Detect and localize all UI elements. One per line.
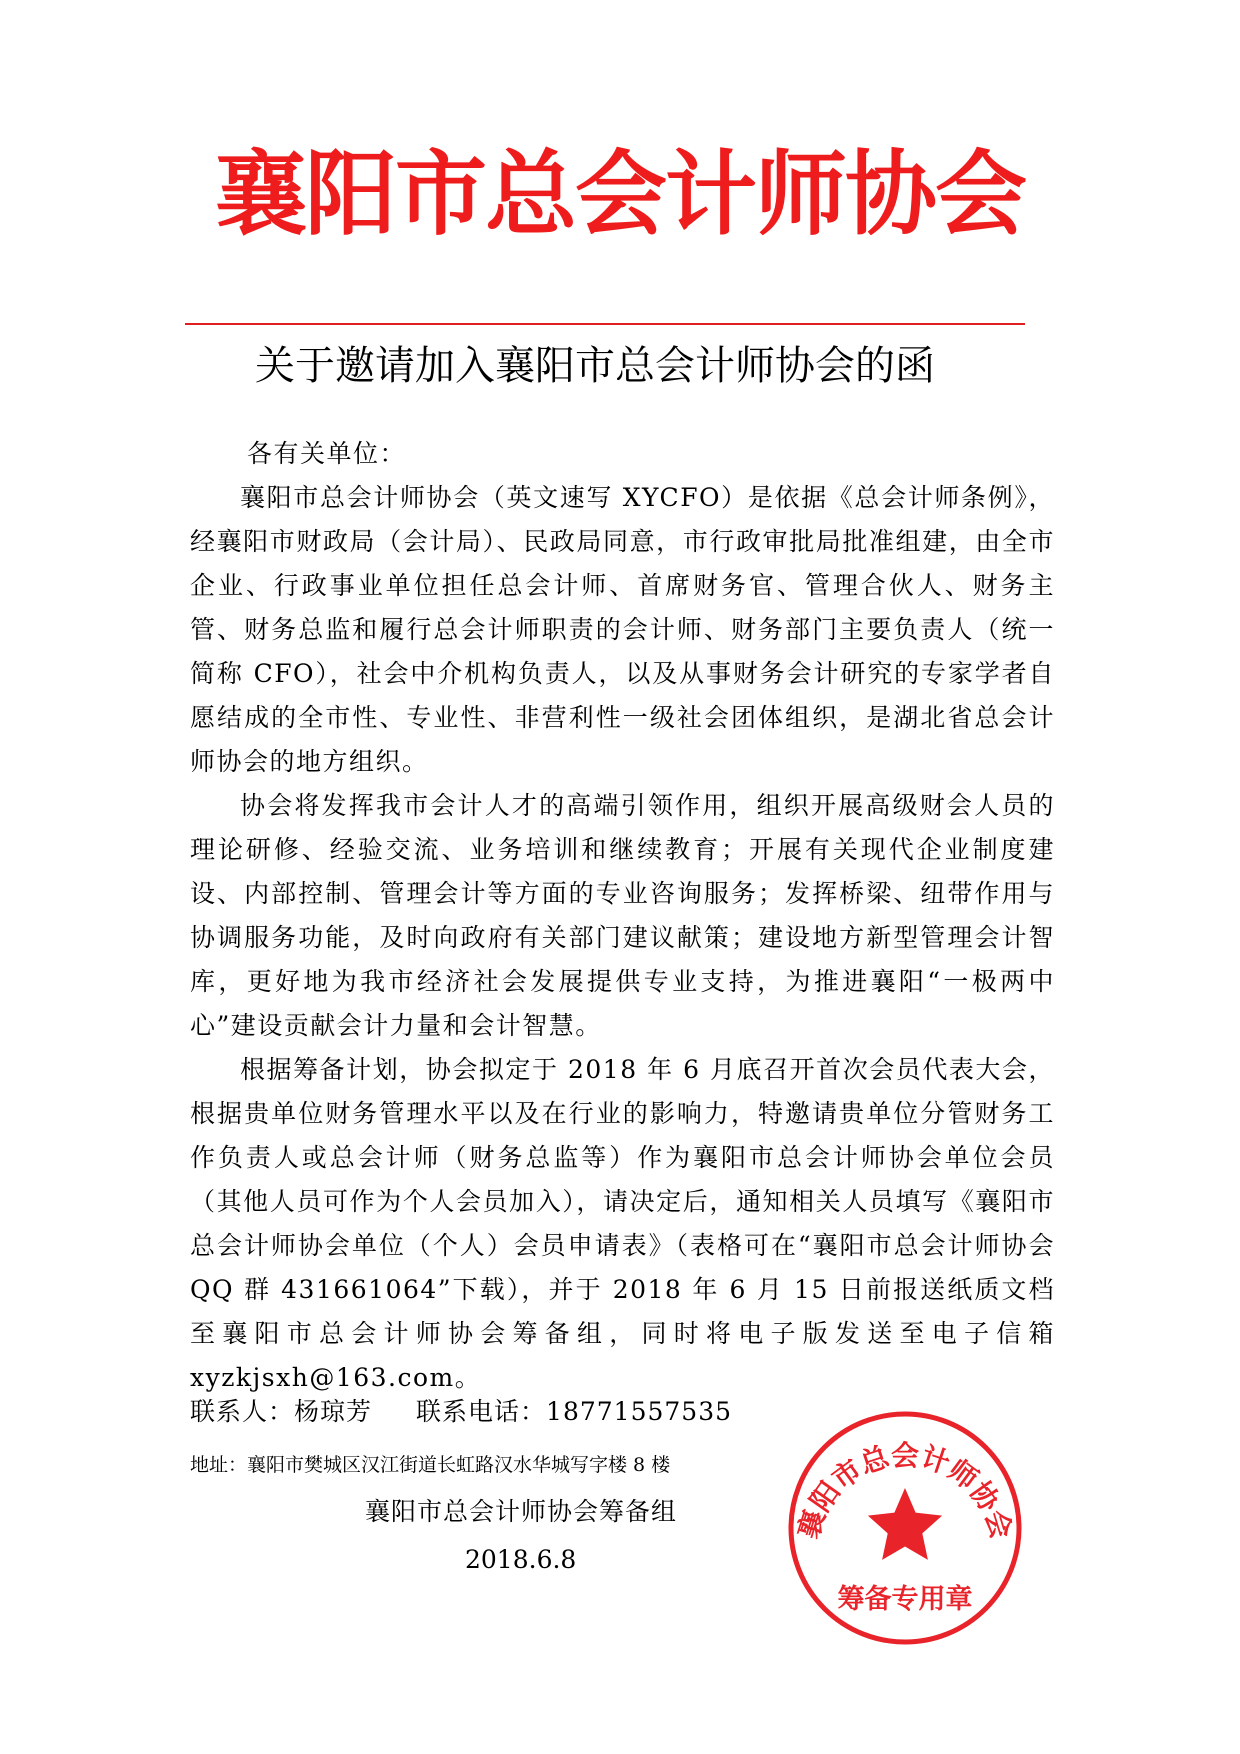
contact-line (190, 1390, 732, 1434)
letterhead-divider (185, 323, 1025, 325)
seal-top-text: 襄阳市总会计师协会 (791, 1438, 1019, 1543)
signer-org: 襄阳市总会计师协会筹备组 (365, 1497, 678, 1526)
seal-star-icon (868, 1488, 942, 1560)
contact-person-label: 联系人： (190, 1397, 295, 1426)
address-line: 地址：襄阳市樊城区汉江街道长虹路汉水华城写字楼 8 楼 (190, 1454, 671, 1476)
signing-date: 2018.6.8 (465, 1545, 577, 1574)
official-seal (785, 1408, 1025, 1648)
salutation: 各有关单位： (247, 439, 407, 468)
document-title: 关于邀请加入襄阳市总会计师协会的函 (255, 343, 935, 389)
org-letterhead: 襄阳市总会计师协会 (214, 141, 1025, 248)
letter-body (190, 432, 1055, 1400)
seal-bottom-text: 筹备专用章 (837, 1584, 973, 1615)
contact-person: 杨琼芳 (294, 1397, 373, 1426)
contact-phone: 18771557535 (546, 1397, 733, 1426)
paragraph-intro: 襄阳市总会计师协会（英文速写 XYCFO）是依据《总会计师条例》，经襄阳市财政局（会计局）、民政局同意，市行政审批局批准组建，由全市企业、行政事业单位担任总会计师、首席财务官、管理合伙人、财务主管、财务总监和履行总会计师职责的会计师、财务部门主要负责人（统一简称 CFO），社会中介机构负责人，以及从事财务会计研究的专家学者自愿结成的全市性、专业性、非营利性一级社会团体组织，是湖北省总会计师协会的地方组织。 (190, 483, 1055, 776)
paragraph-invitation: 根据筹备计划，协会拟定于 2018 年 6 月底召开首次会员代表大会，根据贵单位财务管理水平以及在行业的影响力，特邀请贵单位分管财务工作负责人或总会计师（财务总监等）作为襄阳市总会计师协会单位会员（其他人员可作为个人会员加入），请决定后，通知相关人员填写《襄阳市总会计师协会单位（个人）会员申请表》（表格可在“襄阳市总会计师协会 QQ 群 431661064”下载），并于 2018 年 6 月 15 日前报送纸质文档至襄阳市总会计师协会筹备组，同时将电子版发送至电子信箱 xyzkjsxh@163.com。 (190, 1055, 1055, 1392)
contact-phone-label: 联系电话： (416, 1397, 547, 1426)
paragraph-mission: 协会将发挥我市会计人才的高端引领作用，组织开展高级财会人员的理论研修、经验交流、业务培训和继续教育；开展有关现代企业制度建设、内部控制、管理会计等方面的专业咨询服务；发挥桥梁、纽带作用与协调服务功能，及时向政府有关部门建议献策；建设地方新型管理会计智库，更好地为我市经济社会发展提供专业支持，为推进襄阳“一极两中心”建设贡献会计力量和会计智慧。 (190, 791, 1055, 1040)
